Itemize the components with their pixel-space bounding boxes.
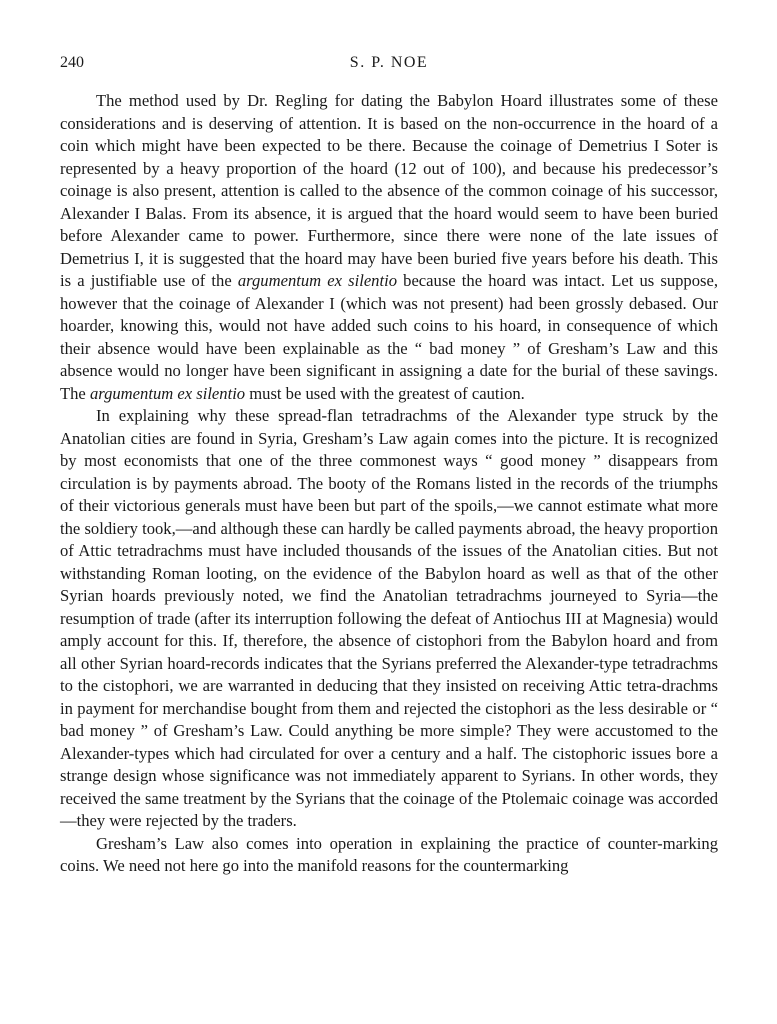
page-header bbox=[60, 54, 718, 80]
paragraph-2 bbox=[60, 405, 718, 833]
page-number: 240 bbox=[60, 54, 84, 71]
text-run: In explaining why these spread-flan tetradrachms of the Alexander type struck by the Anatolian cities are found in Syria, Gresham’s Law again comes into the picture. It is recognized by most economists that one of the three commonest ways “ good money ” disappears from circulation is by payments abroad. The booty of the Romans listed in the records of the triumphs of their victorious generals must have been but part of the spoils,—we cannot estimate what more the soldiery took,—and although these can hardly be called payments abroad, the heavy proportion of Attic tetradrachms must have included thousands of the issues of the Anatolian cities. But not withstanding Roman looting, on the evidence of the Babylon hoard as well as that of the other Syrian hoards previously noted, we find the Anatolian tetradrachms journeyed to Syria—the resumption of trade (after its interruption following the defeat of Antiochus III at Magnesia) would amply account for this. If, therefore, the absence of cistophori from the Babylon hoard and from all other Syrian hoard-records indicates that the Syrians preferred the Alexander-type tetradrachms to the cistophori, we are warranted in deducing that they insisted on receiving Attic tetra-drachms in payment for merchandise bought from them and rejected the cistophori as the less desirable or “ bad money ” of Gresham’s Law. Could anything be more simple? They were accustomed to the Alexander-types which had circulated for over a century and a half. The cistophoric issues bore a strange design whose significance was not immediately apparent to Syrians. In other words, they received the same treatment by the Syrians that the coinage of the Ptolemaic coinage was accorded—they were rejected by the traders. bbox=[60, 406, 718, 830]
text-run: because the hoard was intact. Let us suppose, however that the coinage of Alexander I (which was not present) had been grossly debased. Our hoarder, knowing this, would not have added such coins to his hoard, in consequence of which their absence would have been explainable as the “ bad money ” of Gresham’s Law and this absence would no longer have been significant in assigning a date for the burial of these savings. The bbox=[60, 271, 718, 403]
text-run: Gresham’s Law also comes into operation in explaining the practice of counter-marking coins. We need not here go into the manifold reasons for the countermarking bbox=[60, 833, 718, 875]
text-run: must be used with the greatest of caution. bbox=[245, 383, 525, 403]
text-run: The method used by Dr. Regling for dating the Babylon Hoard illustrates some of these considerations and is deserving of attention. It is based on the non-occurrence in the hoard of a coin which might have been expected to be there. Because the coinage of Demetrius I Soter is represented by a heavy proportion of the hoard (12 out of 100), and because his predecessor’s coinage is also present, attention is called to the absence of the common coinage of his successor, Alexander I Balas. From its absence, it is argued that the hoard would seem to have been buried before Alexander came to power. Furthermore, since there were none of the late issues of Demetrius I, it is suggested that the hoard may have been buried five years before his death. This is a justifiable use of the bbox=[60, 91, 718, 290]
paragraph-1 bbox=[60, 90, 718, 405]
italic-phrase: argumentum ex silentio bbox=[237, 271, 397, 290]
paragraph-3 bbox=[60, 833, 718, 878]
document-page bbox=[60, 54, 718, 878]
running-head: S. P. NOE bbox=[349, 54, 429, 71]
italic-phrase: argumentum ex silentio bbox=[89, 383, 246, 403]
body-text bbox=[60, 90, 718, 878]
